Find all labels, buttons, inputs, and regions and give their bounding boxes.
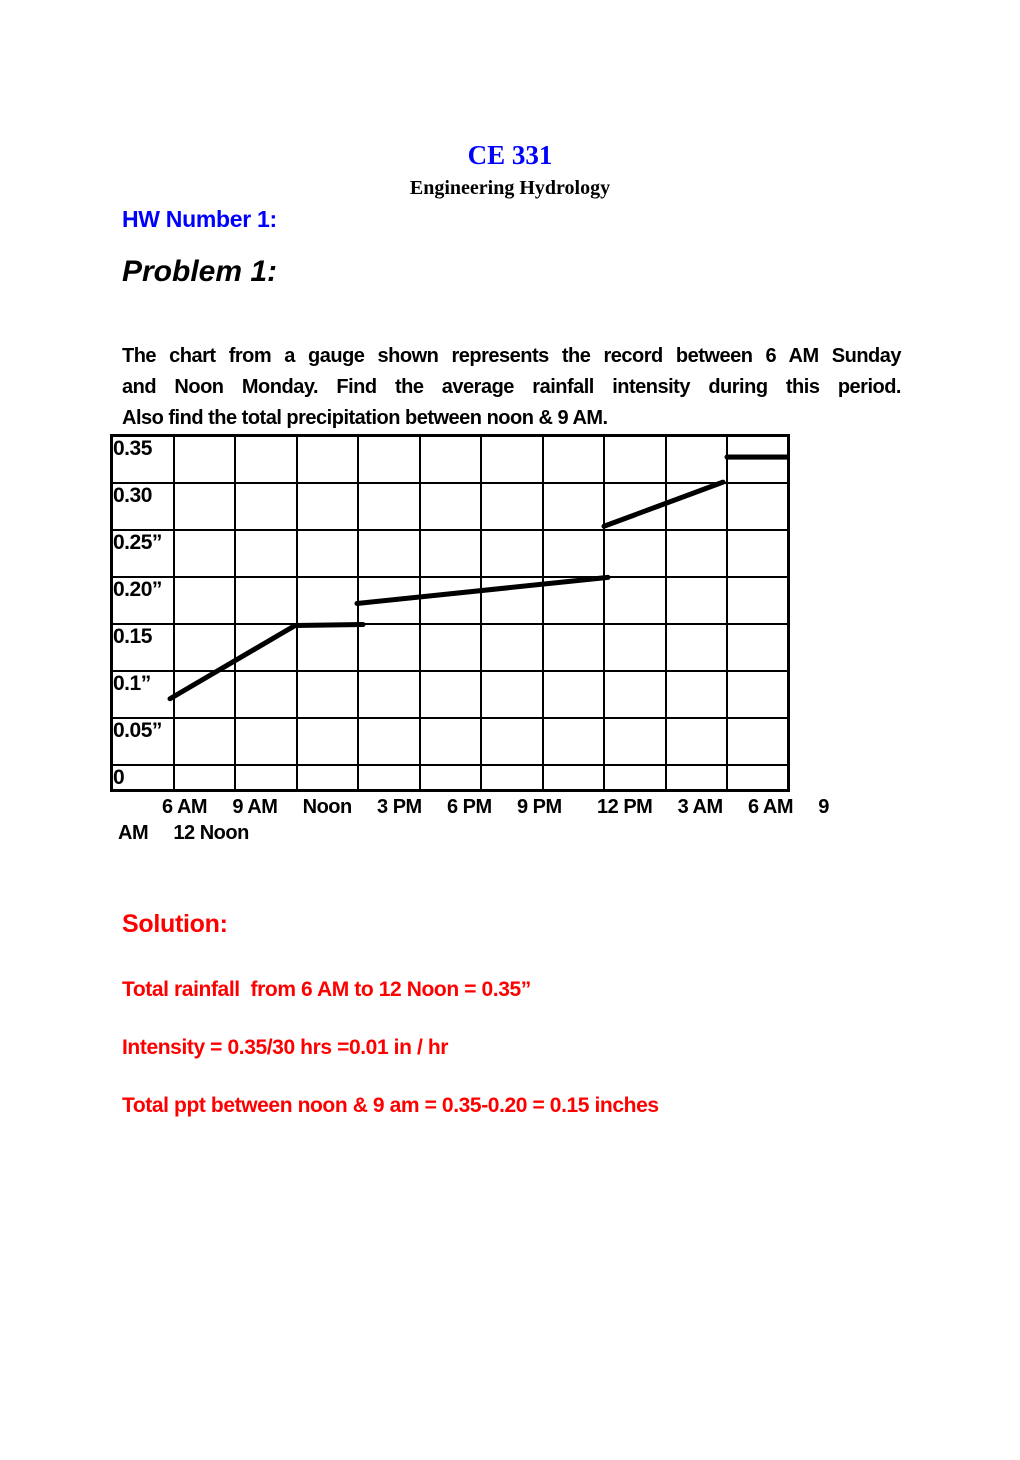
grid-cell [604, 624, 666, 671]
grid-cell [420, 436, 482, 484]
grid-cell [481, 624, 543, 671]
chart-grid-row [112, 765, 789, 791]
grid-cell [420, 765, 482, 791]
grid-cell [358, 483, 420, 530]
grid-cell [420, 483, 482, 530]
grid-cell [297, 671, 359, 718]
grid-cell [420, 718, 482, 765]
y-axis-label: 0.1” [112, 671, 174, 718]
grid-cell [543, 483, 605, 530]
y-axis-label: 0.30 [112, 483, 174, 530]
rainfall-gauge-chart [110, 434, 790, 792]
course-name-subtitle: Engineering Hydrology [409, 177, 611, 199]
grid-cell [297, 577, 359, 624]
problem-statement [122, 341, 901, 434]
y-axis-label: 0.15 [112, 624, 174, 671]
grid-cell [297, 718, 359, 765]
grid-cell [358, 624, 420, 671]
x-axis-labels-line1: 6 AM 9 AM Noon 3 PM 6 PM 9 PM 12 PM 3 AM 6 AM 9 [162, 796, 829, 818]
y-axis-label: 0.20” [112, 577, 174, 624]
grid-cell [543, 624, 605, 671]
grid-cell [481, 718, 543, 765]
grid-cell [604, 671, 666, 718]
rainfall-chart-grid [110, 434, 790, 792]
grid-cell [235, 765, 297, 791]
grid-cell [666, 530, 728, 577]
course-code-title: CE 331 [467, 140, 553, 170]
grid-cell [297, 530, 359, 577]
x-axis-labels [110, 794, 910, 846]
chart-grid-row [112, 671, 789, 718]
grid-cell [543, 530, 605, 577]
solution-total-rainfall: Total rainfall from 6 AM to 12 Noon = 0.35” [122, 978, 531, 1001]
grid-cell [358, 436, 420, 484]
solution-heading: Solution: [122, 910, 228, 938]
grid-cell [727, 671, 789, 718]
chart-grid-row [112, 436, 789, 484]
grid-cell [174, 436, 236, 484]
grid-cell [543, 436, 605, 484]
grid-cell [174, 718, 236, 765]
hw-number-heading: HW Number 1: [122, 206, 277, 232]
grid-cell [727, 624, 789, 671]
grid-cell [358, 718, 420, 765]
grid-cell [727, 483, 789, 530]
grid-cell [604, 436, 666, 484]
grid-cell [420, 530, 482, 577]
grid-cell [235, 577, 297, 624]
solution-total-ppt: Total ppt between noon & 9 am = 0.35-0.20 = 0.15 inches [122, 1094, 659, 1117]
grid-cell [727, 577, 789, 624]
grid-cell [727, 718, 789, 765]
chart-grid-row [112, 530, 789, 577]
grid-cell [235, 483, 297, 530]
problem-statement-line: The chart from a gauge shown represents the record between 6 AM Sunday [122, 345, 901, 367]
chart-grid-row [112, 577, 789, 624]
document-page [0, 140, 1020, 1118]
grid-cell [666, 483, 728, 530]
grid-cell [174, 577, 236, 624]
grid-cell [666, 718, 728, 765]
y-axis-label: 0.25” [112, 530, 174, 577]
grid-cell [174, 624, 236, 671]
grid-cell [174, 671, 236, 718]
grid-cell [543, 671, 605, 718]
grid-cell [543, 718, 605, 765]
grid-cell [481, 765, 543, 791]
grid-cell [727, 530, 789, 577]
grid-cell [666, 765, 728, 791]
grid-cell [666, 577, 728, 624]
problem-statement-line: Also find the total precipitation between noon & 9 AM. [122, 407, 608, 429]
grid-cell [235, 671, 297, 718]
grid-cell [297, 765, 359, 791]
grid-cell [604, 718, 666, 765]
problem-statement-line: and Noon Monday. Find the average rainfall intensity during this period. [122, 376, 901, 398]
grid-cell [420, 624, 482, 671]
problem-heading: Problem 1: [122, 255, 278, 288]
grid-cell [297, 436, 359, 484]
grid-cell [666, 624, 728, 671]
x-axis-labels-line2: AM 12 Noon [118, 822, 249, 844]
grid-cell [481, 436, 543, 484]
grid-cell [297, 624, 359, 671]
grid-cell [666, 671, 728, 718]
chart-grid-row [112, 624, 789, 671]
grid-cell [420, 577, 482, 624]
grid-cell [481, 577, 543, 624]
grid-cell [666, 436, 728, 484]
grid-cell [235, 718, 297, 765]
grid-cell [358, 530, 420, 577]
grid-cell [358, 577, 420, 624]
grid-cell [727, 436, 789, 484]
chart-grid-row [112, 718, 789, 765]
grid-cell [174, 530, 236, 577]
grid-cell [174, 765, 236, 791]
grid-cell [604, 530, 666, 577]
grid-cell [235, 624, 297, 671]
grid-cell [297, 483, 359, 530]
grid-cell [358, 671, 420, 718]
grid-cell [543, 577, 605, 624]
grid-cell [481, 530, 543, 577]
grid-cell [235, 530, 297, 577]
grid-cell [481, 483, 543, 530]
grid-cell [727, 765, 789, 791]
grid-cell [174, 483, 236, 530]
grid-cell [420, 671, 482, 718]
grid-cell [543, 765, 605, 791]
solution-intensity: Intensity = 0.35/30 hrs =0.01 in / hr [122, 1036, 449, 1059]
y-axis-label: 0.35 [112, 436, 174, 484]
y-axis-label: 0 [112, 765, 174, 791]
grid-cell [604, 765, 666, 791]
grid-cell [235, 436, 297, 484]
grid-cell [481, 671, 543, 718]
grid-cell [604, 483, 666, 530]
chart-grid-row [112, 483, 789, 530]
grid-cell [604, 577, 666, 624]
y-axis-label: 0.05” [112, 718, 174, 765]
grid-cell [358, 765, 420, 791]
